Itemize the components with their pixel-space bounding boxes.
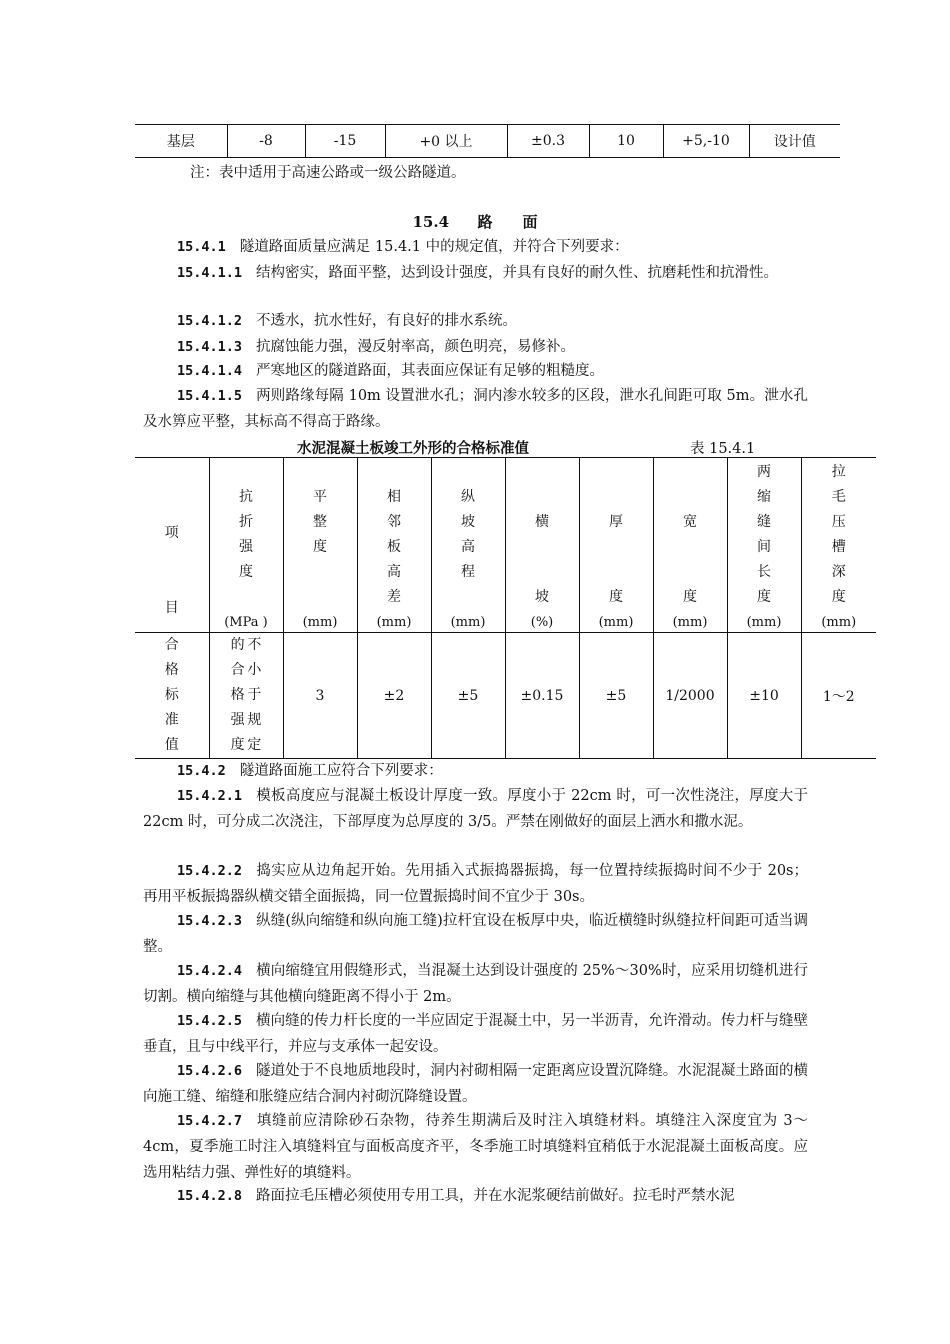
header-unit: (mm) (821, 615, 857, 630)
paragraph (143, 383, 808, 435)
clause-number: 15.4.2.6 (177, 1063, 243, 1079)
header-cell (209, 458, 283, 633)
clause-text: 两则路缘每隔 10m 设置泄水孔；洞内渗水较多的区段，泄水孔间距可取 5m。泄水孔及水箅应平整，其标高不得高于路缘。 (143, 388, 808, 430)
continuation-table (135, 124, 840, 158)
header-unit: (%) (530, 615, 554, 630)
table-cell: -15 (305, 125, 385, 158)
table-cell: 1～2 (801, 633, 876, 759)
header-text: 项目 (164, 525, 179, 616)
table-cell: ±5 (579, 633, 653, 759)
header-cell (283, 458, 357, 633)
paragraph (143, 1108, 808, 1186)
row-label: 合格标准值 (164, 637, 179, 753)
paragraph (143, 1008, 808, 1060)
table-cell: ±10 (727, 633, 801, 759)
header-text: 宽度 (682, 514, 697, 605)
paragraph (143, 234, 808, 260)
paragraph (143, 308, 808, 334)
clause-text: 模板高度应与混凝土板设计厚度一致。厚度小于 22cm 时，可一次性浇注，厚度大于 22cm 时，可分成二次浇注，下部厚度为总厚度的 3/5。严禁在刚做好的面层上洒水和撒水泥。 (143, 788, 808, 830)
table-cell: 10 (589, 125, 663, 158)
clause-number: 15.4.2.8 (177, 1188, 243, 1204)
clause-text: 横向缩缝宜用假缝形式，当混凝土达到设计强度的 25%～30%时，应采用切缝机进行切割。横向缩缝与其他横向缝距离不得小于 2m。 (143, 963, 808, 1005)
clause-text: 路面拉毛压槽必须使用专用工具，并在水泥浆硬结前做好。拉毛时严禁水泥 (256, 1188, 735, 1204)
clause-number: 15.4.2.5 (177, 1013, 243, 1029)
clause-number: 15.4.1.5 (177, 388, 243, 404)
header-unit: (mm) (746, 615, 782, 630)
header-text: 厚度 (608, 514, 623, 605)
clause-number: 15.4.2.7 (177, 1113, 243, 1129)
table-note: 注：表中适用于高速公路或一级公路隧道。 (190, 165, 466, 181)
paragraph (143, 1058, 808, 1110)
strength-text-a: 的合格强度 (230, 637, 245, 753)
clause-number: 15.4.2.2 (177, 863, 243, 879)
table-cell: +5,-10 (663, 125, 749, 158)
header-text: 横坡 (534, 514, 549, 605)
clause-number: 15.4.1.3 (177, 339, 243, 355)
table-cell: ±2 (357, 633, 431, 759)
table-cell: ±0.3 (507, 125, 589, 158)
clause-number: 15.4.2.1 (177, 788, 243, 804)
paragraph (143, 334, 808, 360)
header-text: 相邻板高差 (386, 489, 401, 605)
table-cell: 基层 (135, 125, 227, 158)
header-text: 纵坡高程 (460, 489, 475, 580)
header-unit: (mm) (302, 615, 338, 630)
paragraph (143, 783, 808, 835)
header-cell (357, 458, 431, 633)
header-text: 两缩缝间长度 (756, 464, 771, 605)
clause-text: 捣实应从边角起开始。先用插入式振捣器振捣，每一位置持续振捣时间不少于 20s；再用平板振捣器纵横交错全面振捣，同一位置振捣时间不宜少于 30s。 (143, 863, 808, 905)
clause-number: 15.4.2.4 (177, 963, 243, 979)
paragraph (143, 358, 808, 384)
paragraph (143, 858, 808, 910)
clause-text: 纵缝(纵向缩缝和纵向施工缝)拉杆宜设在板厚中央，临近横缝时纵缝拉杆间距可适当调整。 (143, 913, 808, 955)
table-row (135, 633, 876, 759)
spec-table (135, 457, 876, 759)
header-text: 平整度 (312, 489, 327, 555)
paragraph (143, 908, 808, 960)
strength-cell (209, 633, 283, 759)
section-heading (0, 211, 950, 232)
header-unit: (mm) (598, 615, 634, 630)
section-title: 路 面 (477, 213, 538, 231)
table-row (135, 125, 840, 158)
clause-number: 15.4.2 (177, 763, 226, 779)
clause-text: 横向缝的传力杆长度的一半应固定于混凝土中，另一半沥青，允许滑动。传力杆与缝壁垂直，且与中线平行，并应与支承体一起安设。 (143, 1013, 808, 1055)
table-caption (0, 437, 950, 457)
table-cell: 3 (283, 633, 357, 759)
paragraph (143, 260, 808, 286)
clause-number: 15.4.1.1 (177, 265, 243, 281)
header-cell (431, 458, 505, 633)
table-title: 水泥混凝土板竣工外形的合格标准值 (297, 440, 529, 457)
clause-text: 不透水，抗水性好，有良好的排水系统。 (256, 313, 518, 329)
clause-text: 抗腐蚀能力强，漫反射率高，颜色明亮，易修补。 (256, 339, 576, 355)
clause-text: 严寒地区的隧道路面，其表面应保证有足够的粗糙度。 (256, 363, 605, 379)
header-cell (727, 458, 801, 633)
table-cell: -8 (227, 125, 305, 158)
clause-number: 15.4.1.2 (177, 313, 243, 329)
clause-text: 结构密实，路面平整，达到设计强度，并具有良好的耐久性、抗磨耗性和抗滑性。 (256, 265, 779, 281)
header-unit: (mm) (376, 615, 412, 630)
clause-number: 15.4.1.4 (177, 363, 243, 379)
header-text: 拉毛压槽深度 (831, 464, 846, 605)
clause-text: 填缝前应清除砂石杂物，待养生期满后及时注入填缝材料。填缝注入深度宜为 3～4cm，夏季施工时注入填缝料宜与面板高度齐平，冬季施工时填缝料宜稍低于水泥混凝土面板高度。应选用粘结力强、弹性好的填缝料。 (143, 1113, 808, 1181)
header-cell (579, 458, 653, 633)
clause-text: 隧道路面施工应符合下列要求： (239, 763, 443, 779)
table-cell: ±5 (431, 633, 505, 759)
table-cell: 1/2000 (653, 633, 727, 759)
clause-text: 隧道路面质量应满足 15.4.1 中的规定值，并符合下列要求： (239, 239, 629, 255)
header-unit: (MPa ) (224, 615, 268, 630)
row-label-cell (135, 633, 209, 759)
clause-text: 隧道处于不良地质地段时，洞内衬砌相隔一定距离应设置沉降缝。水泥混凝土路面的横向施工缝、缩缝和胀缝应结合洞内衬砌沉降缝设置。 (143, 1063, 808, 1105)
strength-text-b: 不小于规定 (247, 637, 262, 753)
table-header-row (135, 458, 876, 633)
section-number: 15.4 (412, 213, 450, 231)
paragraph (143, 1183, 808, 1209)
header-text: 抗折强度 (238, 489, 253, 580)
table-label: 表 15.4.1 (690, 441, 756, 457)
header-cell (135, 458, 209, 633)
clause-number: 15.4.2.3 (177, 913, 243, 929)
header-cell (505, 458, 579, 633)
table-cell: 设计值 (749, 125, 840, 158)
table-cell: +0 以上 (385, 125, 507, 158)
header-cell (801, 458, 876, 633)
paragraph (143, 758, 808, 784)
clause-number: 15.4.1 (177, 239, 226, 255)
header-unit: (mm) (450, 615, 486, 630)
header-cell (653, 458, 727, 633)
table-cell: ±0.15 (505, 633, 579, 759)
paragraph (143, 958, 808, 1010)
header-unit: (mm) (672, 615, 708, 630)
